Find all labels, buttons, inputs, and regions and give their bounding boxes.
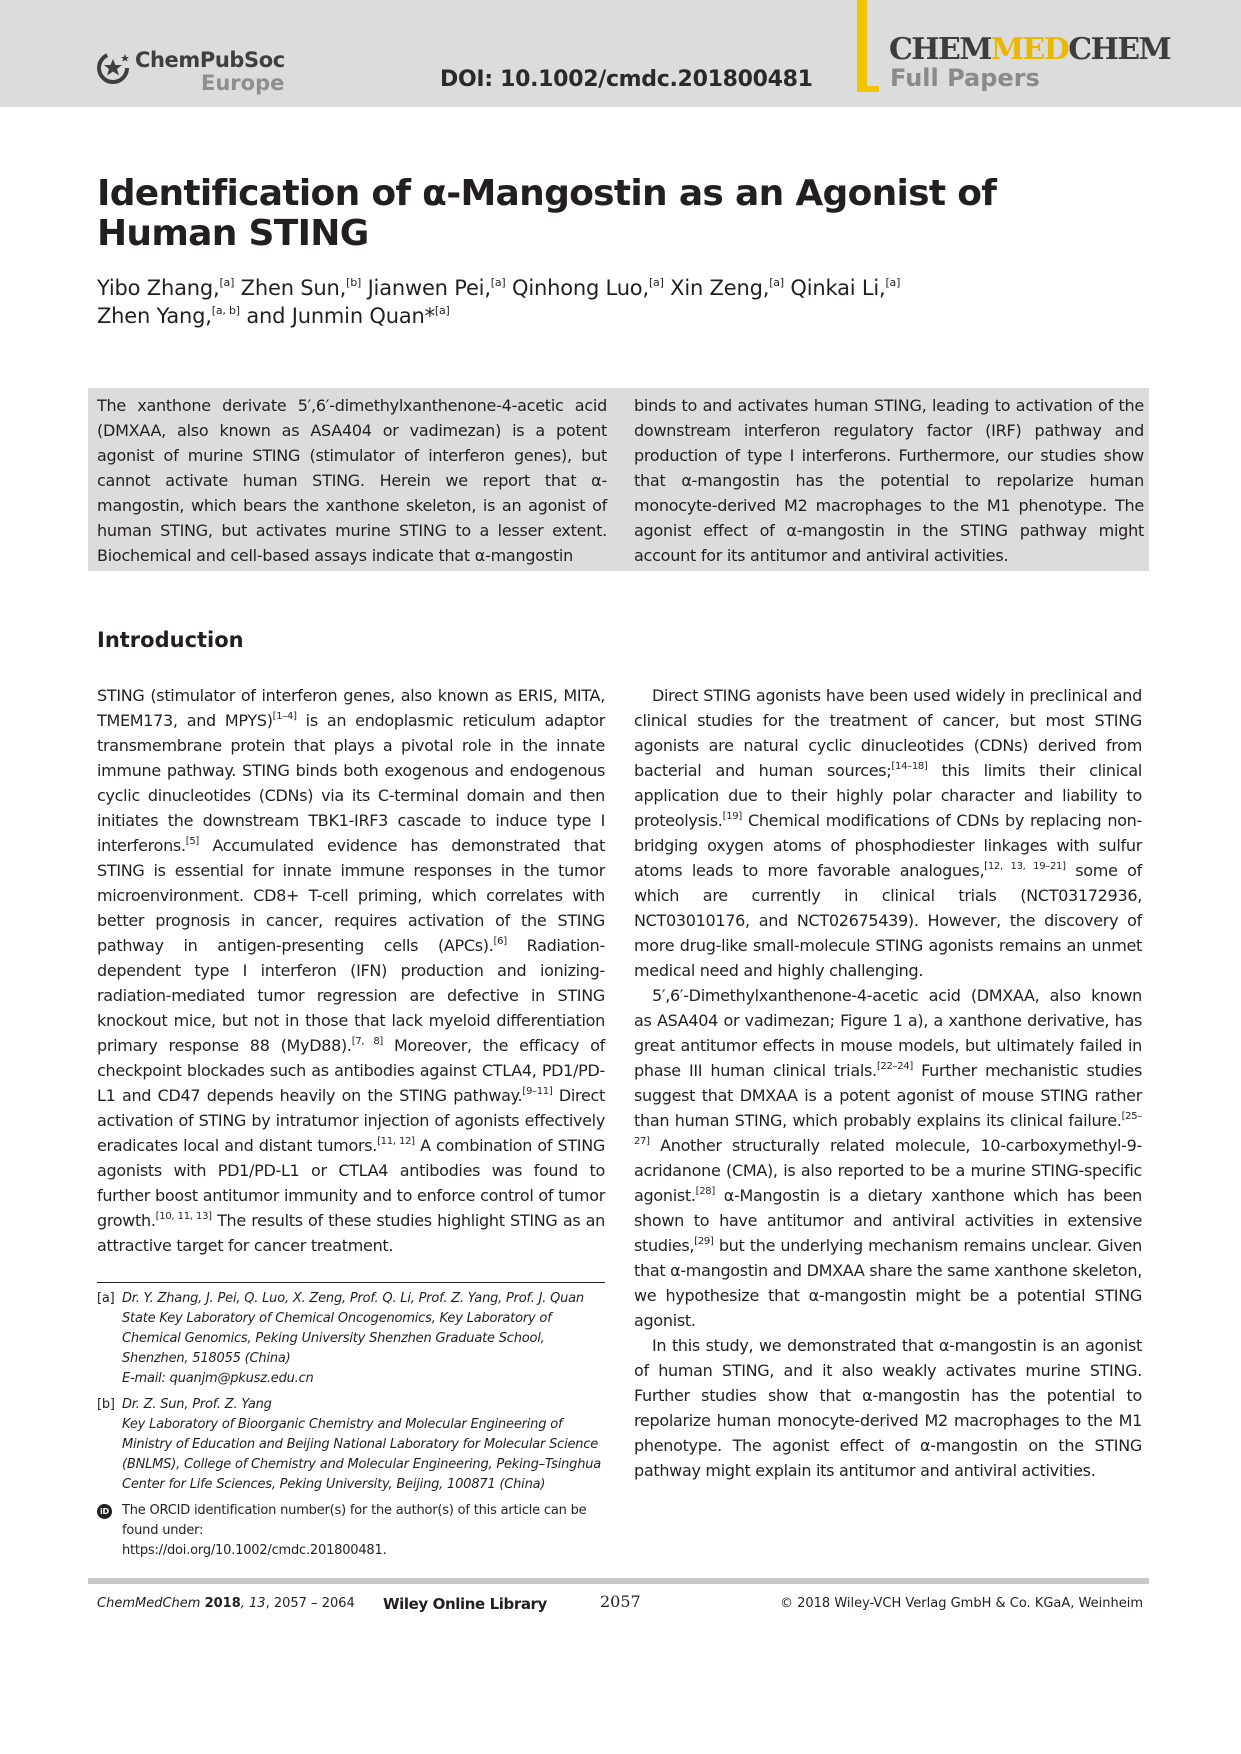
citation-ref[interactable]: [14–18] (891, 761, 928, 772)
wiley-online-library-link[interactable]: Wiley Online Library (383, 1595, 547, 1613)
footer-divider (88, 1578, 1149, 1584)
citation-ref[interactable]: [9–11] (522, 1086, 553, 1097)
chempubsoc-logo-icon (97, 48, 131, 88)
journal-name-highlight: MED (990, 32, 1069, 67)
author-line (97, 274, 1097, 302)
author (368, 276, 506, 300)
corresponding-author (246, 304, 449, 328)
article-type: Full Papers (890, 64, 1040, 92)
paragraph-text: Accumulated evidence has demonstrated that STING is essential for innate immune responses in the tumor microenvironment. CD8+ T-cell priming, which correlates with better prognosis in cancer, requires activation of the STING pathway in antigen-presenting cells (APCs). (97, 836, 605, 955)
publisher-logo (97, 46, 287, 96)
author-name: Zhen Sun, (240, 276, 347, 300)
paragraph-text: Chemical modifications of CDNs by replacing non-bridging oxygen atoms of phosphodiester linkages with sulfur atoms leads to more favorable analogues, (634, 811, 1142, 880)
abstract-left-column: The xanthone derivate 5′,6′-dimethylxanthenone-4-acetic acid (DMXAA, also known as ASA404 or vadimezan) is a potent agonist of murine STING (stimulator of interferon genes), but cannot activate human STING. Herein we report that α-mangostin, which bears the xanthone skeleton, is an agonist of human STING, but activates murine STING to a lesser extent. Biochemical and cell-based assays indicate that α-mangostin (97, 396, 607, 565)
journal-name-part: CHEM (889, 32, 991, 67)
body-left-column (97, 683, 605, 1258)
body-paragraph: In this study, we demonstrated that α-mangostin is an agonist of human STING, and it also weakly activates murine STING. Further studies show that α-mangostin has the potential to repolarize human monocyte-derived M2 macrophages to the M1 phenotype. The agonist effect of α-mangostin on the STING pathway might explain its antitumor and antiviral activities. (634, 1336, 1142, 1480)
paragraph-text: α-Mangostin is a dietary xanthone which has been shown to have antitumor and antiviral activities in extensive studies, (634, 1186, 1142, 1255)
paragraph-text: Direct STING agonists have been used widely in preclinical and clinical studies for the treatment of cancer, but most STING agonists are natural cyclic dinucleotides (CDNs) derived from bacterial and human sources; (634, 686, 1142, 780)
paragraph-text: The results of these studies highlight STING as an attractive target for cancer treatment. (97, 1211, 606, 1255)
author-affiliation: [a] (434, 304, 450, 317)
author (97, 276, 234, 300)
citation-ref[interactable]: [7, 8] (351, 1036, 384, 1047)
footnote-a (97, 1289, 605, 1389)
citation-ref[interactable]: [29] (694, 1236, 714, 1247)
author-affiliation: [a] (885, 276, 901, 289)
citation-ref[interactable]: [6] (493, 936, 507, 947)
footnote-key: [b] (97, 1397, 115, 1412)
author-affiliation: [a] (490, 276, 506, 289)
corresponding-email[interactable]: E-mail: quanjm@pkusz.edu.cn (122, 1371, 314, 1386)
author-affiliation: [a] (769, 276, 784, 289)
author-name: Jianwen Pei, (367, 276, 491, 300)
author-affiliation: [a] (648, 276, 664, 289)
citation-ref[interactable]: [1–4] (272, 711, 297, 722)
author-line (97, 302, 1097, 330)
paragraph-text: some of which are currently in clinical trials (NCT03172936, NCT03010176, and NCT02675439). However, the discovery of more drug-like small-molecule STING agonists remains an unmet medical need and highly challenging. (634, 861, 1143, 980)
journal-accent-bar-foot (857, 86, 879, 92)
citation-ref[interactable]: [25–27] (634, 1111, 1142, 1147)
citation-ref[interactable]: [10, 11, 13] (155, 1211, 212, 1222)
citation-ref[interactable]: [28] (695, 1186, 715, 1197)
author-affiliation: [b] (346, 276, 362, 289)
section-heading-introduction: Introduction (97, 628, 244, 652)
article-title: Identification of α-Mangostin as an Agonist of Human STING (97, 173, 997, 254)
footnote-divider (97, 1282, 605, 1283)
affiliation-footnotes (97, 1289, 605, 1567)
citation-ref[interactable]: [19] (722, 811, 742, 822)
paragraph-text: Radiation-dependent type I interferon (IFN) production and ionizing-radiation-mediated tumor regression are defective in STING knockout mice, but not in those that lack myeloid differentiation primary response 88 (MyD88). (97, 936, 606, 1055)
orcid-icon: iD (97, 1504, 112, 1519)
logo-subtitle: Europe (201, 71, 285, 95)
citation-year: 2018 (204, 1596, 241, 1611)
author (97, 304, 240, 328)
author-name: Yibo Zhang, (97, 276, 220, 300)
footnote-names: Dr. Y. Zhang, J. Pei, Q. Luo, X. Zeng, Prof. Q. Li, Prof. Z. Yang, Prof. J. Quan (122, 1291, 584, 1306)
orcid-text: The ORCID identification number(s) for the author(s) of this article can be found under: (122, 1503, 587, 1538)
paragraph-text: 5′,6′-Dimethylxanthenone-4-acetic acid (DMXAA, also known as ASA404 or vadimezan; Figure 1 a), a xanthone derivative, has great antitumor effects in mouse models, but ultimately failed in phase III human clinical trials. (634, 986, 1142, 1080)
author (790, 276, 900, 300)
paragraph-text: is an endoplasmic reticulum adaptor transmembrane protein that plays a pivotal role in the innate immune pathway. STING binds both exogenous and endogenous cyclic dinucleotides (CDNs) via its C-terminal domain and then initiates the downstream TBK1-IRF3 cascade to induce type I interferons. (97, 711, 606, 855)
journal-name-part: CHEM (1068, 32, 1171, 67)
author-list (97, 274, 1097, 330)
citation-ref[interactable]: [11, 12] (377, 1136, 415, 1147)
author (241, 276, 361, 300)
footnote-address: State Key Laboratory of Chemical Oncogenomics, Key Laboratory of Chemical Genomics, Peking University Shenzhen Graduate School, Shenzhen, 518055 (China) (122, 1311, 552, 1366)
citation-journal: ChemMedChem (97, 1596, 201, 1611)
paragraph-text: Another structurally related molecule, 10-carboxymethyl-9-acridanone (CMA), is also reported to be a murine STING-specific agonist. (634, 1136, 1142, 1205)
paragraph-text: Further mechanistic studies suggest that DMXAA is a potent agonist of mouse STING rather than human STING, which probably explains its clinical failure. (634, 1061, 1142, 1130)
paragraph-text: Direct activation of STING by intratumor injection of agonists effectively eradicates local and distant tumors. (97, 1086, 605, 1155)
journal-name (889, 32, 1170, 67)
paragraph-text: this limits their clinical application due to their highly polar character and liability to proteolysis. (634, 761, 1142, 830)
doi-link[interactable]: DOI: 10.1002/cmdc.201800481 (440, 67, 813, 92)
paragraph-text: A combination of STING agonists with PD1/PD-L1 or CTLA4 antibodies was found to further boost antitumor immunity and to enforce control of tumor growth. (97, 1136, 605, 1230)
author-name: Zhen Yang, (97, 304, 212, 328)
page-number: 2057 (600, 1592, 641, 1611)
paragraph-text: but the underlying mechanism remains unclear. Given that α-mangostin and DMXAA share the same xanthone skeleton, we hypothesize that α-mangostin might be a potential STING agonist. (634, 1236, 1142, 1330)
logo-name: ChemPubSoc (135, 48, 285, 72)
orcid-note (97, 1501, 605, 1561)
citation-ref[interactable]: [12, 13, 19–21] (984, 861, 1066, 872)
abstract-right-column: binds to and activates human STING, leading to activation of the downstream interferon regulatory factor (IRF) pathway and production of type I interferons. Furthermore, our studies show that α-mangostin has the potential to repolarize human monocyte-derived M2 macrophages to the M1 phenotype. The agonist effect of α-mangostin in the STING pathway might account for its antitumor and antiviral activities. (634, 396, 1144, 565)
author-name: and Junmin Quan* (246, 304, 435, 328)
body-right-column (634, 683, 1142, 1483)
author-affiliation: [a, b] (211, 304, 240, 317)
author-affiliation: [a] (219, 276, 235, 289)
journal-citation: ChemMedChem 2018, 13, 2057 – 2064 (97, 1596, 355, 1611)
footnote-key: [a] (97, 1291, 115, 1306)
citation-pages: , 2057 – 2064 (265, 1596, 355, 1611)
orcid-link[interactable]: https://doi.org/10.1002/cmdc.201800481. (122, 1543, 387, 1558)
paragraph-text: Moreover, the efficacy of checkpoint blockades such as antibodies against CTLA4, PD1/PD-L1 and CD47 depends heavily on the STING pathway. (97, 1036, 606, 1105)
author-name: Qinkai Li, (790, 276, 886, 300)
footnote-b (97, 1395, 605, 1495)
citation-ref[interactable]: [5] (185, 836, 200, 847)
citation-volume: 13 (249, 1596, 266, 1611)
body-paragraph (634, 983, 1142, 1333)
journal-accent-bar (857, 0, 867, 92)
footnote-address: Key Laboratory of Bioorganic Chemistry and Molecular Engineering of Ministry of Education and Beijing National Laboratory for Molecular Science (BNLMS), College of Chemistry and Molecular Engineering, Peking–Tsinghua Center for Life Sciences, Peking University, Beijing, 100871 (China) (122, 1417, 602, 1492)
body-paragraph (97, 683, 605, 1258)
author (670, 276, 784, 300)
citation-ref[interactable]: [22–24] (876, 1061, 913, 1072)
author-name: Xin Zeng, (670, 276, 770, 300)
footnote-names: Dr. Z. Sun, Prof. Z. Yang (122, 1397, 272, 1412)
copyright-notice: © 2018 Wiley-VCH Verlag GmbH & Co. KGaA, Weinheim (779, 1596, 1143, 1611)
author-name: Qinhong Luo, (512, 276, 649, 300)
author (512, 276, 664, 300)
body-paragraph (634, 683, 1142, 983)
paragraph-text: STING (stimulator of interferon genes, also known as ERIS, MITA, TMEM173, and MPYS) (97, 686, 605, 730)
